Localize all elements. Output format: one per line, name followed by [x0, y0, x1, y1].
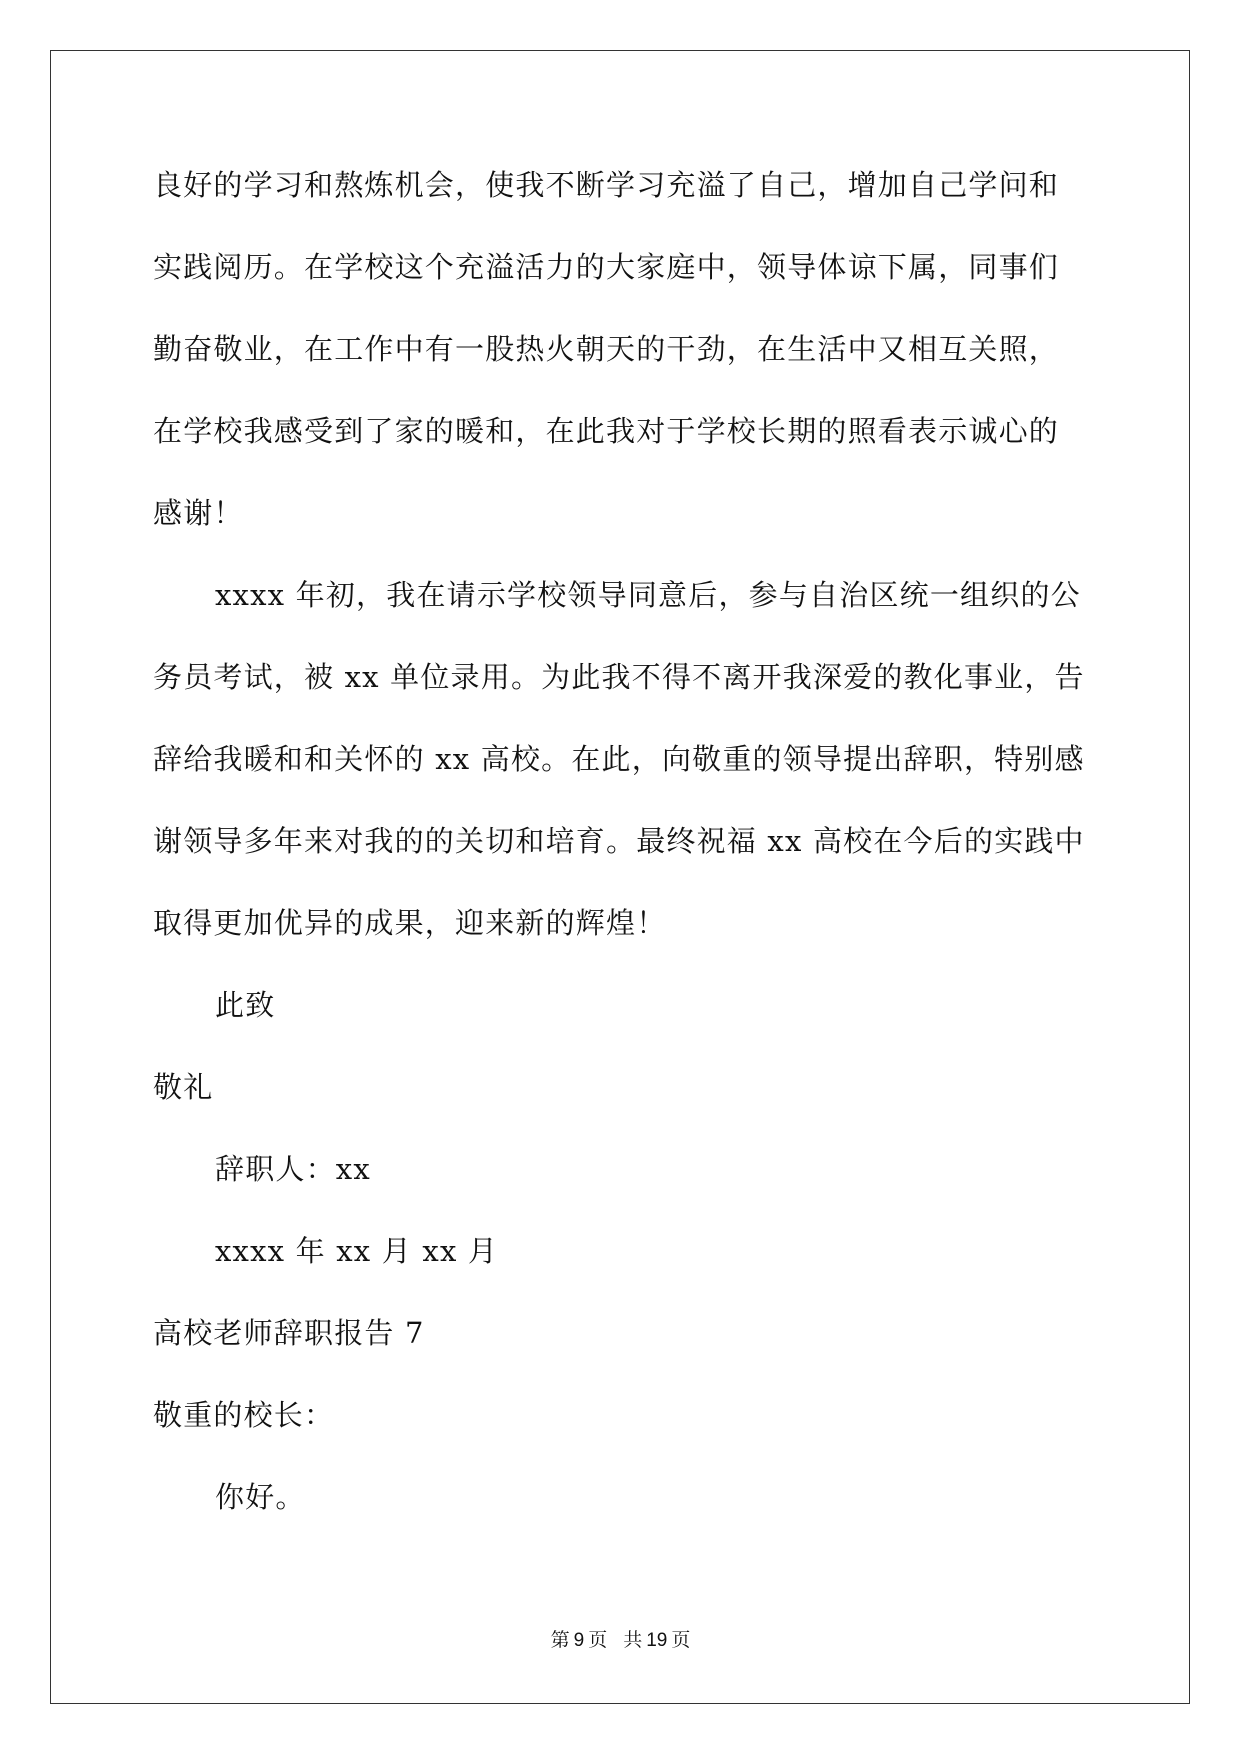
text-line: 良好的学习和熬炼机会，使我不断学习充溢了自己，增加自己学问和: [153, 168, 1060, 202]
signature-line: 辞职人：xx: [215, 1152, 371, 1186]
closing-line: 此致: [215, 988, 276, 1022]
text-line: 辞给我暖和和关怀的 xx 高校。在此，向敬重的领导提出辞职，特别感: [153, 742, 1085, 776]
text-line: 你好。: [215, 1480, 306, 1514]
text-line: 谢领导多年来对我的的关切和培育。最终祝福 xx 高校在今后的实践中: [153, 824, 1085, 858]
salutation-line: 敬礼: [153, 1070, 214, 1104]
document-body: [153, 160, 1093, 1554]
text-line: 在学校我感受到了家的暖和，在此我对于学校长期的照看表示诚心的: [153, 414, 1060, 448]
text-line: 感谢！: [153, 496, 244, 530]
page-number: 9: [573, 1630, 585, 1651]
text-line: 实践阅历。在学校这个充溢活力的大家庭中，领导体谅下属，同事们: [153, 250, 1060, 284]
footer-page-unit: 页: [588, 1629, 608, 1651]
greeting-line: 敬重的校长：: [153, 1398, 335, 1432]
page-footer: [0, 1628, 1241, 1653]
total-pages: 19: [646, 1630, 668, 1651]
footer-total-unit: 页: [671, 1629, 691, 1651]
text-line: xxxx 年初，我在请示学校领导同意后，参与自治区统一组织的公: [215, 578, 1081, 612]
text-line: 勤奋敬业，在工作中有一股热火朝天的干劲，在生活中又相互关照，: [153, 332, 1060, 366]
footer-prefix: 第: [550, 1629, 570, 1651]
section-title: 高校老师辞职报告 7: [153, 1316, 425, 1350]
text-line: 务员考试，被 xx 单位录用。为此我不得不离开我深爱的教化事业，告: [153, 660, 1085, 694]
text-line: 取得更加优异的成果，迎来新的辉煌！: [153, 906, 667, 940]
footer-total-prefix: 共: [623, 1629, 643, 1651]
date-line: xxxx 年 xx 月 xx 月: [215, 1234, 499, 1268]
